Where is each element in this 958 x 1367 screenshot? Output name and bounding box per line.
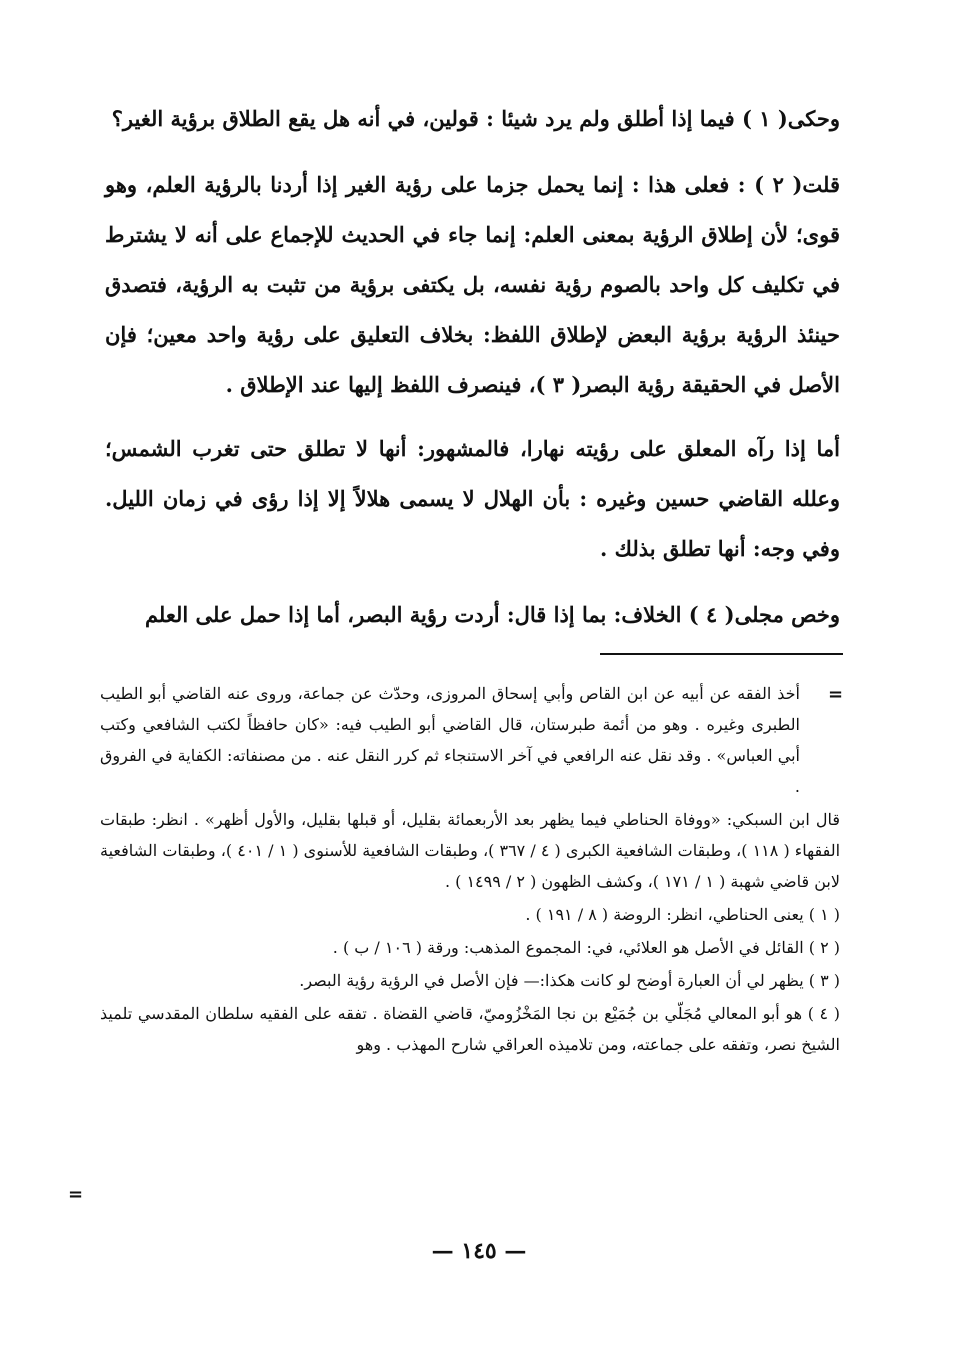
- footnote-2: ( ٢ ) القائل في الأصل هو العلائي، في: المجموع المذهب: ورقة ( ١٠٦ / ب ) .: [332, 938, 840, 957]
- main-text: [105, 92, 840, 656]
- footnotes: [100, 678, 840, 1062]
- page-number: — ١٤٥ —: [431, 1238, 527, 1264]
- paragraph-2: قلت( ٢ ) : فعلى هذا : إنما يحمل جزما على رؤية الغير إذا أردنا بالرؤية العلم، وهو قوى؛ لأن إطلاق الرؤية بمعنى العلم: إنما جاء في الحديث للإجماع على أنه لا يشترط في تكليف كل واحد بالصوم رؤية نفسه، بل يكتفى برؤية من تثبت به الرؤية، فتصدق حينئذ الرؤية برؤية البعض لإطلاق اللفظ: بخلاف التعليق على رؤية واحد معين؛ فإن الأصل في الحقيقة رؤية البصر( ٣ )، فينصرف اللفظ إليها عند الإطلاق .: [105, 172, 840, 397]
- continuation-mark-top: =: [828, 684, 844, 705]
- paragraph-1: وحكى( ١ ) فيما إذا أطلق ولم يرد شيئا : قولين، في أنه هل يقع الطلاق برؤية الغير؟: [111, 106, 840, 131]
- footnote-1: ( ١ ) يعنى الحناطي، انظر: الروضة ( ٨ / ١٩١ ) .: [525, 905, 840, 924]
- footnote-continued-2: قال ابن السبكي: «ووفاة الحناطي فيما يظهر بعد الأربعمائة بقليل، أو قبلها بقليل، والأول أظهر» . انظر: طبقات الفقهاء ( ١١٨ )، وطبقات الشافعية الكبرى ( ٤ / ٣٦٧ )، وطبقات الشافعية للأسنوى ( ١ / ٤٠١ )، وطبقات الشافعية لابن قاضي شهبة ( ١ / ١٧١ )، وكشف الظهون ( ٢ / ١٤٩٩ ) .: [100, 810, 841, 891]
- footnote-separator: [600, 653, 843, 655]
- footnote-4: ( ٤ ) هو أبو المعالي مُجَلّي بن جُمَيْع بن نجا المَخْزُوميّ، قاضي القضاة . تفقه على الفقيه سلطان المقدسي تلميذ الشيخ نصر، وتفقه على جماعته، ومن تلاميذه العراقي شارح المهذب . وهو: [100, 1004, 840, 1054]
- paragraph-3: أما إذا رآه المعلق على رؤيته نهارا، فالمشهور: أنها لا تطلق حتى تغرب الشمس؛ وعلله القاضي حسين وغيره : بأن الهلال لا يسمى هلالاً إلا إذا رؤى في زمان الليل. وفي وجه: أنها تطلق بذلك .: [105, 436, 840, 561]
- paragraph-4: وخص مجلى( ٤ ) الخلاف: بما إذا قال: أردت رؤية البصر، أما إذا حمل على العلم: [144, 602, 840, 627]
- footnote-continued: أخذ الفقه عن أبيه عن ابن القاص وأبي إسحاق المروزى، وحدّث عن جماعة، وروى عنه القاضي أبو الطيب الطبرى وغيره . وهو من أئمة طبرستان، قال القاضي أبو الطيب فيه: «كان حافظاً لكتب الشافعي وكتب أبي العباس» . وقد نقل عنه الرافعي في آخر الاستنجاء ثم كرر النقل عنه . من مصنفاته: الكفاية في الفروق .: [100, 684, 800, 796]
- footnote-3: ( ٣ ) يظهر لي أن العبارة أوضح لو كانت هكذا:— فإن الأصل في الرؤية رؤية البصر.: [299, 971, 840, 990]
- continuation-mark-bottom: =: [68, 1184, 84, 1205]
